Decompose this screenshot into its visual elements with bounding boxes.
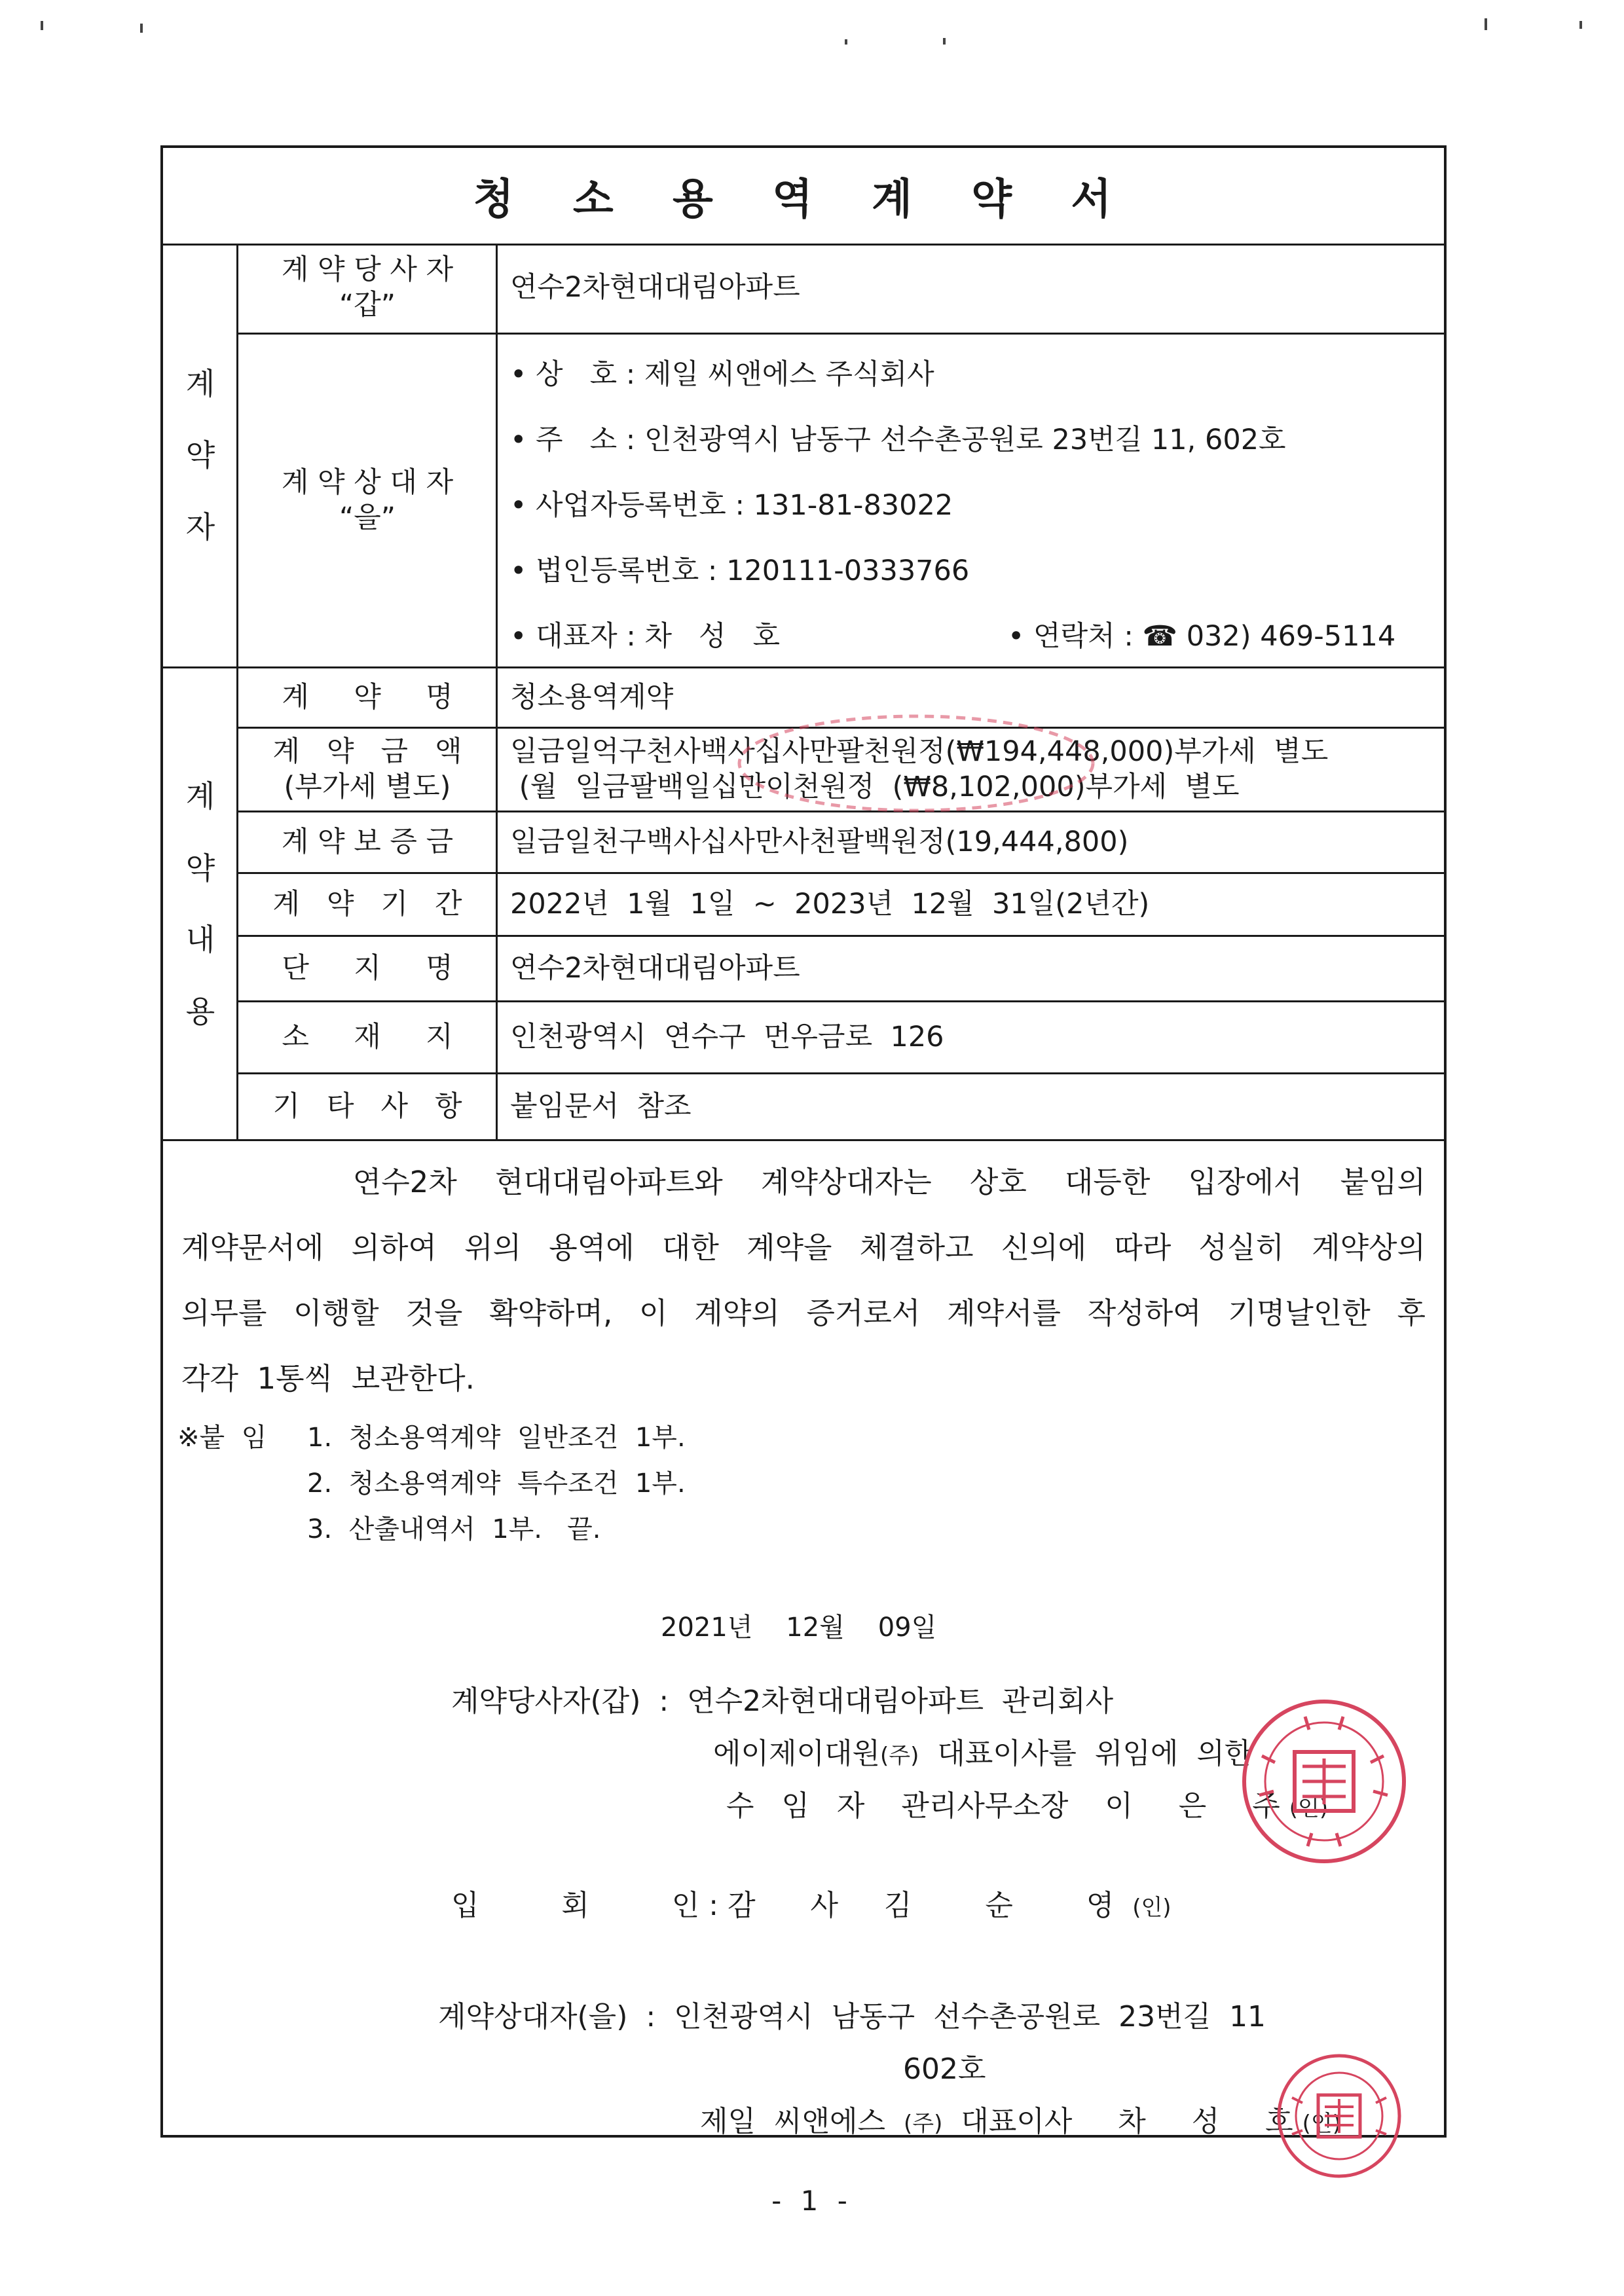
grid-line [236,244,238,1140]
parties-section-label [163,244,238,668]
party-gap-label-line1: 계 약 당 사 자 [281,253,454,287]
attachments-prefix: ※붙 임 [177,1423,267,1453]
misc-value: 붙임문서 참조 [510,1090,692,1123]
gap-official-seal-icon [1240,1697,1409,1866]
grid-line [163,1139,1444,1141]
document-title: 청 소 용 역 계 약 서 [163,148,1444,246]
eul-signature-line3 [700,2098,1341,2140]
gap-signature-line3 [726,1782,1328,1824]
party-eul-business-number: • 사업자등록번호 : 131-81-83022 [510,489,953,522]
party-eul-label [238,334,497,668]
paragraph-line: 연수2차 현대대림아파트와 계약상대자는 상호 대등한 입장에서 붙임의 [181,1165,1426,1199]
party-eul-company: • 상 호 : 제일 씨앤에스 주식회사 [510,358,934,391]
party-gap-label [238,244,497,333]
contract-amount-monthly: (월 일금팔백일십만이천원정 (₩8,102,000)부가세 별도 [510,771,1240,803]
party-eul-corp-number: • 법인등록번호 : 120111-0333766 [510,555,970,587]
gap-seal-mark: (인) [1289,1795,1329,1821]
contract-date: 2021년 12월 09일 [661,1613,937,1643]
section-char: 약 [185,850,215,886]
eul-company-name: 제일 씨앤에스 [700,2105,904,2138]
scan-speck [41,21,43,30]
party-eul-contact: • 연락처 : ☎ 032) 469-5114 [1008,620,1396,653]
witness-line [451,1882,1172,1923]
document-frame [160,145,1447,2138]
section-char: 계 [185,365,215,401]
page-number: - 1 - [771,2185,853,2217]
complex-label: 단 지 명 [282,952,453,985]
deposit-value: 일금일천구백사십사만사천팔백원정(19,444,800) [510,826,1129,859]
grid-line [236,1000,1444,1002]
party-eul-address: • 주 소 : 인천광역시 남동구 선수촌공원로 23번길 11, 602호 [510,424,1286,456]
contract-amount-label-line2: (부가세 별도) [284,771,451,803]
location-label: 소 재 지 [282,1021,453,1054]
eul-representative: 대표이사 차 성 호 [942,2105,1293,2138]
agreement-paragraph [163,1150,1444,1412]
contract-name-label: 계 약 명 [282,681,453,714]
misc-label: 기 타 사 항 [272,1090,462,1123]
eul-seal-mark: (인) [1302,2111,1342,2137]
scan-speck [1579,21,1582,29]
section-char: 용 [185,993,215,1029]
paragraph-line: 계약문서에 의하여 위의 용역에 대한 계약을 체결하고 신의에 따라 성실히 계약상의 [181,1230,1426,1265]
location-value: 인천광역시 연수구 먼우금로 126 [510,1021,944,1054]
period-label: 계 약 기 간 [272,888,462,921]
eul-official-seal-icon [1275,2052,1403,2180]
paragraph-line: 각각 1통씩 보관한다. [181,1361,475,1396]
contract-section-label [163,668,238,1140]
scan-speck [140,24,143,33]
grid-line [236,333,1444,335]
grid-line [163,666,1444,668]
party-gap-label-line2: “갑” [339,289,396,321]
section-char: 내 [185,922,215,957]
eul-signature-line2: 602호 [903,2052,986,2086]
party-gap-value: 연수2차현대대림아파트 [510,271,800,304]
gap-delegation-text: 대표이사를 위임에 의한 [919,1737,1253,1770]
attachment-item: 1. 청소용역계약 일반조건 1부. [307,1423,686,1453]
grid-line [496,244,498,1140]
contract-name-value: 청소용역계약 [510,681,674,714]
witness-seal-mark: (인) [1132,1895,1172,1921]
section-char: 약 [185,437,215,473]
paragraph-line: 의무를 이행할 것을 확약하며, 이 계약의 증거로서 계약서를 작성하여 기명날인한 후 [181,1296,1426,1330]
section-char: 계 [185,778,215,814]
gap-company-name: 에이제이대원 [713,1737,881,1770]
scan-speck [943,38,946,45]
contract-amount-label [238,728,497,812]
grid-line [236,1072,1444,1074]
party-eul-label-line1: 계 약 상 대 자 [281,466,454,500]
party-eul-label-line2: “을” [339,501,396,534]
grid-line [236,935,1444,937]
gap-signer: 수 임 자 관리사무소장 이 은 주 [726,1789,1280,1823]
witness-name: 입 회 인 : 감 사 김 순 영 [451,1889,1115,1922]
section-char: 자 [185,509,215,545]
complex-value: 연수2차현대대림아파트 [510,952,800,985]
faint-seal-icon [726,711,1106,816]
period-value: 2022년 1월 1일 ~ 2023년 12월 31일(2년간) [510,888,1150,921]
eul-company-suffix: (주) [903,2111,943,2137]
eul-signature-line1: 계약상대자(을) : 인천광역시 남동구 선수촌공원로 23번길 11 [438,2000,1266,2033]
grid-line [236,872,1444,874]
contract-amount-total: 일금일억구천사백사십사만팔천원정(₩194,448,000)부가세 별도 [510,735,1329,769]
scan-speck [1485,18,1487,30]
deposit-label: 계 약 보 증 금 [281,826,454,859]
party-eul-representative: • 대표자 : 차 성 호 [510,620,781,653]
gap-signature-line2 [713,1730,1252,1772]
gap-company-suffix: (주) [880,1743,919,1769]
attachment-item: 3. 산출내역서 1부. 끝. [307,1514,601,1544]
gap-signature-line1: 계약당사자(갑) : 연수2차현대대림아파트 관리회사 [451,1685,1114,1718]
scan-speck [845,39,847,45]
contract-amount-label-line1: 계 약 금 액 [272,735,462,769]
attachment-item: 2. 청소용역계약 특수조건 1부. [307,1468,686,1499]
